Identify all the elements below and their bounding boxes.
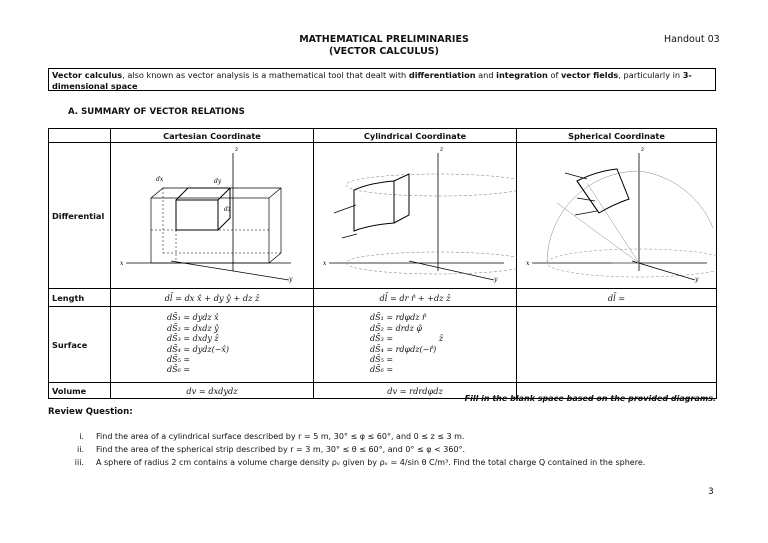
question-number: iii. bbox=[74, 458, 84, 467]
question-text: A sphere of radius 2 cm contains a volume charge density ρᵥ given by ρᵥ = 4/sin θ C/m³. Find the total charge Q contained in the sphere. bbox=[96, 458, 646, 467]
intro-text-4: , particularly in bbox=[618, 70, 683, 80]
question-number: i. bbox=[79, 432, 84, 441]
intro-keyword-3d: 3-dimensional space bbox=[52, 70, 692, 91]
intro-text-2: and bbox=[475, 70, 497, 80]
review-questions bbox=[60, 430, 645, 469]
surface-cart-5: dS̄₅ = bbox=[167, 354, 191, 364]
review-title: Review Question: bbox=[48, 407, 133, 417]
intro-term: Vector calculus bbox=[52, 70, 123, 80]
surface-cartesian bbox=[111, 307, 314, 383]
surface-cart-3: dS̄₃ = dxdy ẑ bbox=[167, 334, 219, 344]
cyl-z-axis-label: z bbox=[440, 146, 444, 153]
cyl-y-axis-label: y bbox=[494, 276, 498, 283]
intro-text-3: of bbox=[547, 70, 561, 80]
surface-cyl-5: dS̄₅ = bbox=[370, 354, 394, 364]
page-number: 3 bbox=[708, 487, 714, 497]
surface-spherical bbox=[517, 307, 717, 383]
row-header-length: Length bbox=[49, 289, 111, 307]
intro-keyword-integration: integration bbox=[496, 70, 548, 80]
question-item bbox=[60, 456, 645, 469]
col-header-spherical: Spherical Coordinate bbox=[517, 129, 717, 143]
x-axis-label: x bbox=[120, 260, 124, 267]
surface-cart-4: dS̄₄ = dydz(−x̂) bbox=[167, 344, 230, 354]
surface-cyl-4: dS̄₄ = rdφdz(−r̂) bbox=[370, 344, 437, 354]
spherical-diagram bbox=[517, 143, 717, 286]
corner-cell bbox=[49, 129, 111, 143]
sph-x-axis-label: x bbox=[526, 260, 530, 267]
title-line-2: (VECTOR CALCULUS) bbox=[328, 46, 439, 57]
intro-box bbox=[48, 68, 716, 91]
volume-cartesian: dv = dxdydz bbox=[111, 383, 314, 399]
spherical-diagram-cell bbox=[517, 143, 717, 289]
cylindrical-diagram-cell bbox=[314, 143, 517, 289]
surface-cylindrical bbox=[314, 307, 517, 383]
surface-cart-2: dS̄₂ = dxdz ŷ bbox=[167, 323, 219, 333]
length-cartesian: dl̄ = dx x̂ + dy ŷ + dz ẑ bbox=[111, 289, 314, 307]
table-header-row bbox=[49, 129, 717, 143]
surface-cyl-6: dS̄₆ = bbox=[370, 365, 394, 375]
table-row-differential bbox=[49, 143, 717, 289]
question-number: ii. bbox=[77, 445, 84, 454]
intro-keyword-differentiation: differentiation bbox=[408, 70, 476, 80]
cyl-x-axis-label: x bbox=[323, 260, 327, 267]
col-header-cartesian: Cartesian Coordinate bbox=[111, 129, 314, 143]
table-row-length bbox=[49, 289, 717, 307]
surface-cyl-2: dS̄₂ = drdz φ̂ bbox=[370, 323, 423, 333]
fill-in-note: Fill in the blank space based on the provided diagrams. bbox=[464, 394, 716, 403]
sph-y-axis-label: y bbox=[695, 276, 699, 283]
section-title: A. SUMMARY OF VECTOR RELATIONS bbox=[68, 107, 245, 117]
title-line-1: MATHEMATICAL PRELIMINARIES bbox=[299, 34, 469, 45]
row-header-differential: Differential bbox=[49, 143, 111, 289]
dy-label: dy bbox=[214, 178, 222, 185]
y-axis-label: y bbox=[289, 276, 293, 283]
table-row-surface bbox=[49, 307, 717, 383]
sph-z-axis-label: z bbox=[641, 146, 645, 153]
surface-cyl-1: dS̄₁ = rdφdz r̂ bbox=[370, 313, 426, 323]
document-title bbox=[0, 34, 768, 58]
question-item bbox=[60, 430, 645, 443]
dz-label: dz bbox=[224, 206, 232, 213]
surface-cart-6: dS̄₆ = bbox=[167, 365, 191, 375]
cartesian-diagram-cell bbox=[111, 143, 314, 289]
intro-text-1: , also known as vector analysis is a mathematical tool that dealt with bbox=[122, 70, 409, 80]
z-axis-label: z bbox=[235, 146, 239, 153]
vector-relations-table bbox=[48, 128, 717, 399]
row-header-volume: Volume bbox=[49, 383, 111, 399]
cartesian-diagram bbox=[111, 143, 314, 286]
surface-cyl-3: dS̄₃ = ẑ bbox=[370, 334, 444, 344]
question-text: Find the area of a cylindrical surface described by r = 5 m, 30° ≤ φ ≤ 60°, and 0 ≤ z ≤ 3 m. bbox=[96, 432, 465, 441]
volume-cylindrical: dv = rdrdφdz bbox=[314, 383, 517, 399]
length-spherical: dl̄ = bbox=[517, 289, 717, 307]
length-cylindrical: dl̄ = dr r̂ + +dz ẑ bbox=[314, 289, 517, 307]
question-text: Find the area of the spherical strip described by r = 3 m, 30° ≤ θ ≤ 60°, and 0° ≤ φ < 360°. bbox=[96, 445, 466, 454]
handout-label: Handout 03 bbox=[664, 34, 720, 45]
surface-cart-1: dS̄₁ = dydz x̂ bbox=[167, 313, 219, 323]
cylindrical-diagram bbox=[314, 143, 517, 286]
col-header-cylindrical: Cylindrical Coordinate bbox=[314, 129, 517, 143]
intro-keyword-vector-fields: vector fields bbox=[560, 70, 619, 80]
dx-label: dx bbox=[156, 176, 164, 183]
row-header-surface: Surface bbox=[49, 307, 111, 383]
question-item bbox=[60, 443, 645, 456]
